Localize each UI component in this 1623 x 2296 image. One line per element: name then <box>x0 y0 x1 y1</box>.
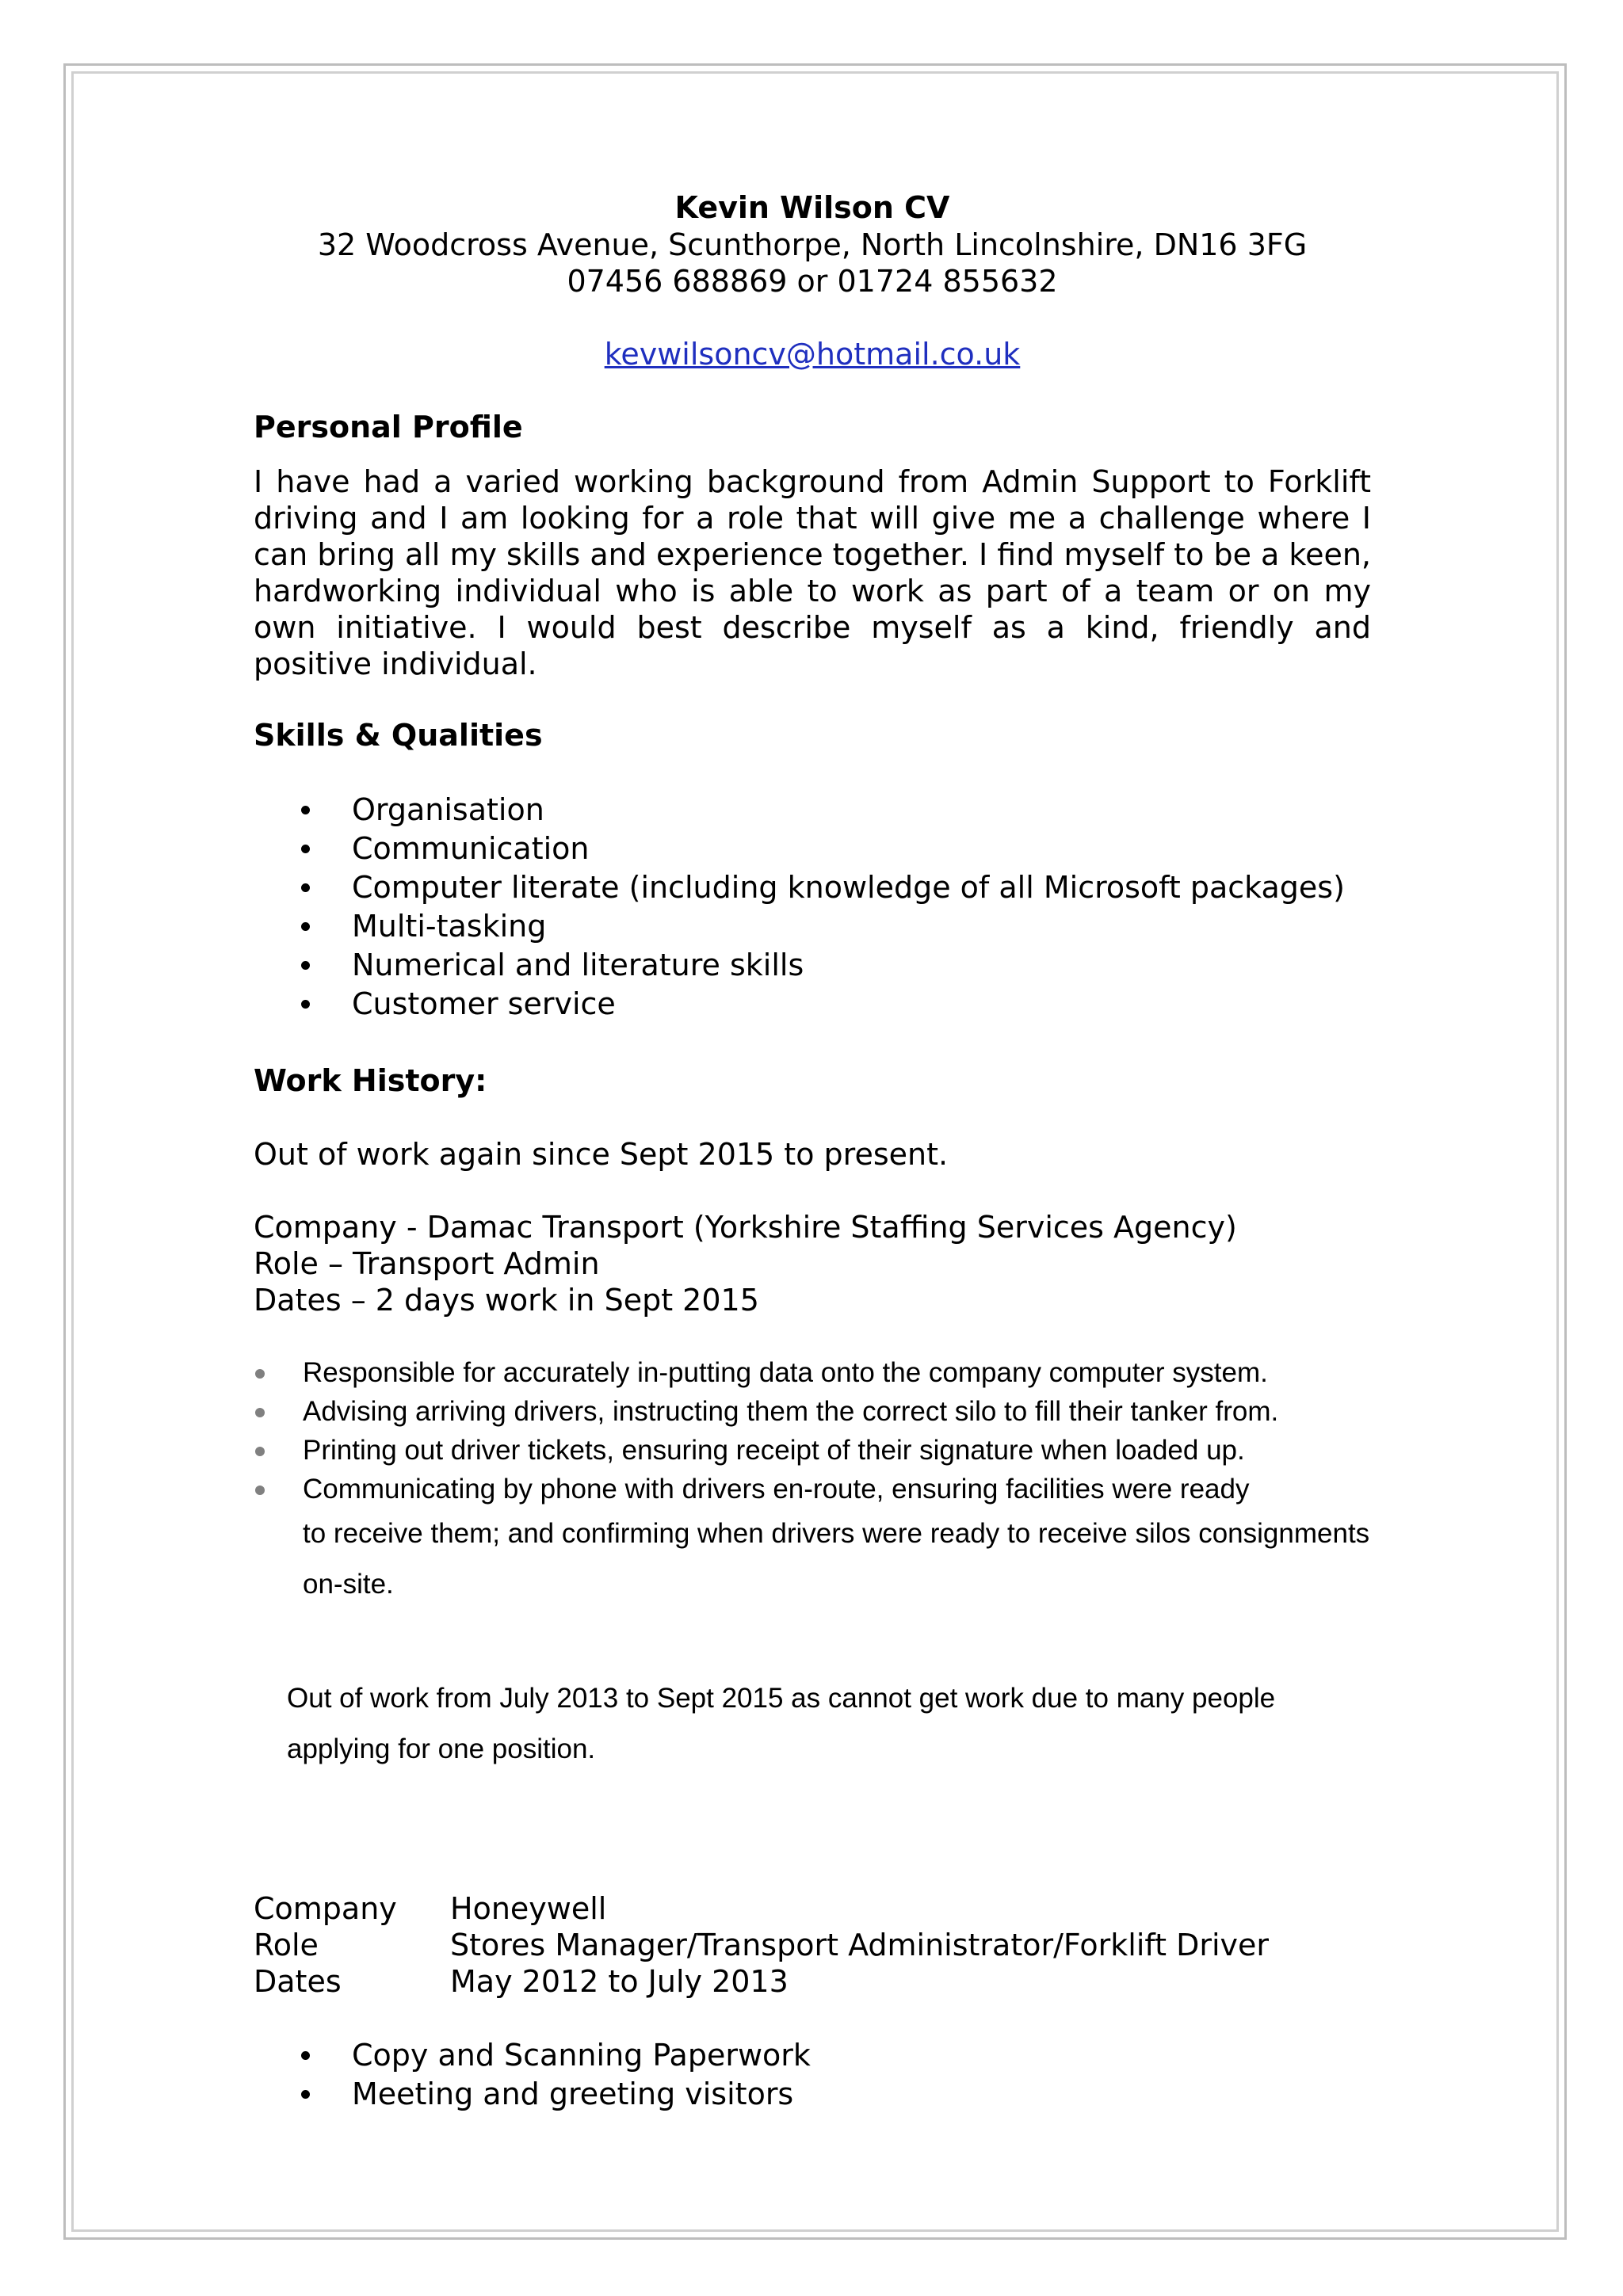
list-item: Responsible for accurately in-putting data onto the company computer system. <box>254 1353 1369 1392</box>
cv-title: Kevin Wilson CV <box>674 190 950 225</box>
bullet-icon <box>301 2090 310 2099</box>
list-item: Copy and Scanning Paperwork <box>254 2036 811 2075</box>
job2-role: Stores Manager/Transport Administrator/Forklift Driver <box>450 1928 1270 1962</box>
bullet-icon <box>301 922 310 931</box>
job1-company: Company - Damac Transport (Yorkshire Staffing Services Agency) <box>254 1210 1237 1245</box>
list-item: Organisation <box>254 791 1345 830</box>
bullet-icon <box>301 2051 310 2060</box>
bullet-icon <box>255 1408 265 1417</box>
gap-note-line2: applying for one position. <box>287 1733 596 1764</box>
bullet-icon <box>301 961 310 970</box>
profile-text: I have had a varied working background from Admin Support to Forklift driving and I am looking for a role that will give me a challenge where I can bring all my skills and experience together. I find myself to be a keen, hardworking individual who is able to work as part of a team or on my own initiative. I would best describe myself as a kind, friendly and positive individual. <box>254 464 1371 681</box>
list-item: Meeting and greeting visitors <box>254 2075 811 2114</box>
skills-list <box>254 791 1345 1024</box>
bullet-icon <box>301 806 310 814</box>
job2-duties <box>254 2036 811 2114</box>
list-item-continuation: to receive them; and confirming when drivers were ready to receive silos consignments <box>303 1518 1370 1549</box>
job2-company-label: Company <box>254 1891 397 1926</box>
job2-role-row <box>254 1927 1269 1963</box>
bullet-icon <box>301 883 310 892</box>
job2-company-row <box>254 1890 606 1927</box>
list-item: Multi-tasking <box>254 907 1345 946</box>
list-item: Numerical and literature skills <box>254 946 1345 985</box>
job2-dates-row <box>254 1963 789 2000</box>
job2-dates: May 2012 to July 2013 <box>450 1964 789 1999</box>
list-item: Customer service <box>254 985 1345 1024</box>
gap-note-line1: Out of work from July 2013 to Sept 2015 as cannot get work due to many people <box>287 1683 1276 1714</box>
job2-dates-label: Dates <box>254 1964 342 1999</box>
list-item: Communication <box>254 830 1345 868</box>
job1-duties <box>254 1353 1369 1610</box>
list-item: Printing out driver tickets, ensuring receipt of their signature when loaded up. <box>254 1431 1369 1470</box>
cv-phones: 07456 688869 or 01724 855632 <box>567 264 1058 299</box>
list-item: Communicating by phone with drivers en-route, ensuring facilities were ready <box>254 1470 1369 1508</box>
job1-dates: Dates – 2 days work in Sept 2015 <box>254 1283 759 1318</box>
list-item-continuation: on-site. <box>303 1569 394 1600</box>
email-link[interactable]: kevwilsoncv@hotmail.co.uk <box>604 337 1021 372</box>
bullet-icon <box>255 1447 265 1456</box>
cv-address: 32 Woodcross Avenue, Scunthorpe, North Lincolnshire, DN16 3FG <box>317 227 1308 262</box>
work-heading: Work History: <box>254 1063 487 1098</box>
bullet-icon <box>301 1000 310 1009</box>
job2-role-label: Role <box>254 1928 319 1962</box>
bullet-icon <box>301 845 310 853</box>
profile-heading: Personal Profile <box>254 410 523 444</box>
job2-company: Honeywell <box>450 1891 607 1926</box>
bullet-icon <box>255 1369 265 1379</box>
list-item: Computer literate (including knowledge of all Microsoft packages) <box>254 868 1345 907</box>
job1-role: Role – Transport Admin <box>254 1246 600 1281</box>
work-status: Out of work again since Sept 2015 to present. <box>254 1137 949 1172</box>
bullet-icon <box>255 1486 265 1495</box>
list-item: Advising arriving drivers, instructing them the correct silo to fill their tanker from. <box>254 1392 1369 1431</box>
skills-heading: Skills & Qualities <box>254 718 543 753</box>
